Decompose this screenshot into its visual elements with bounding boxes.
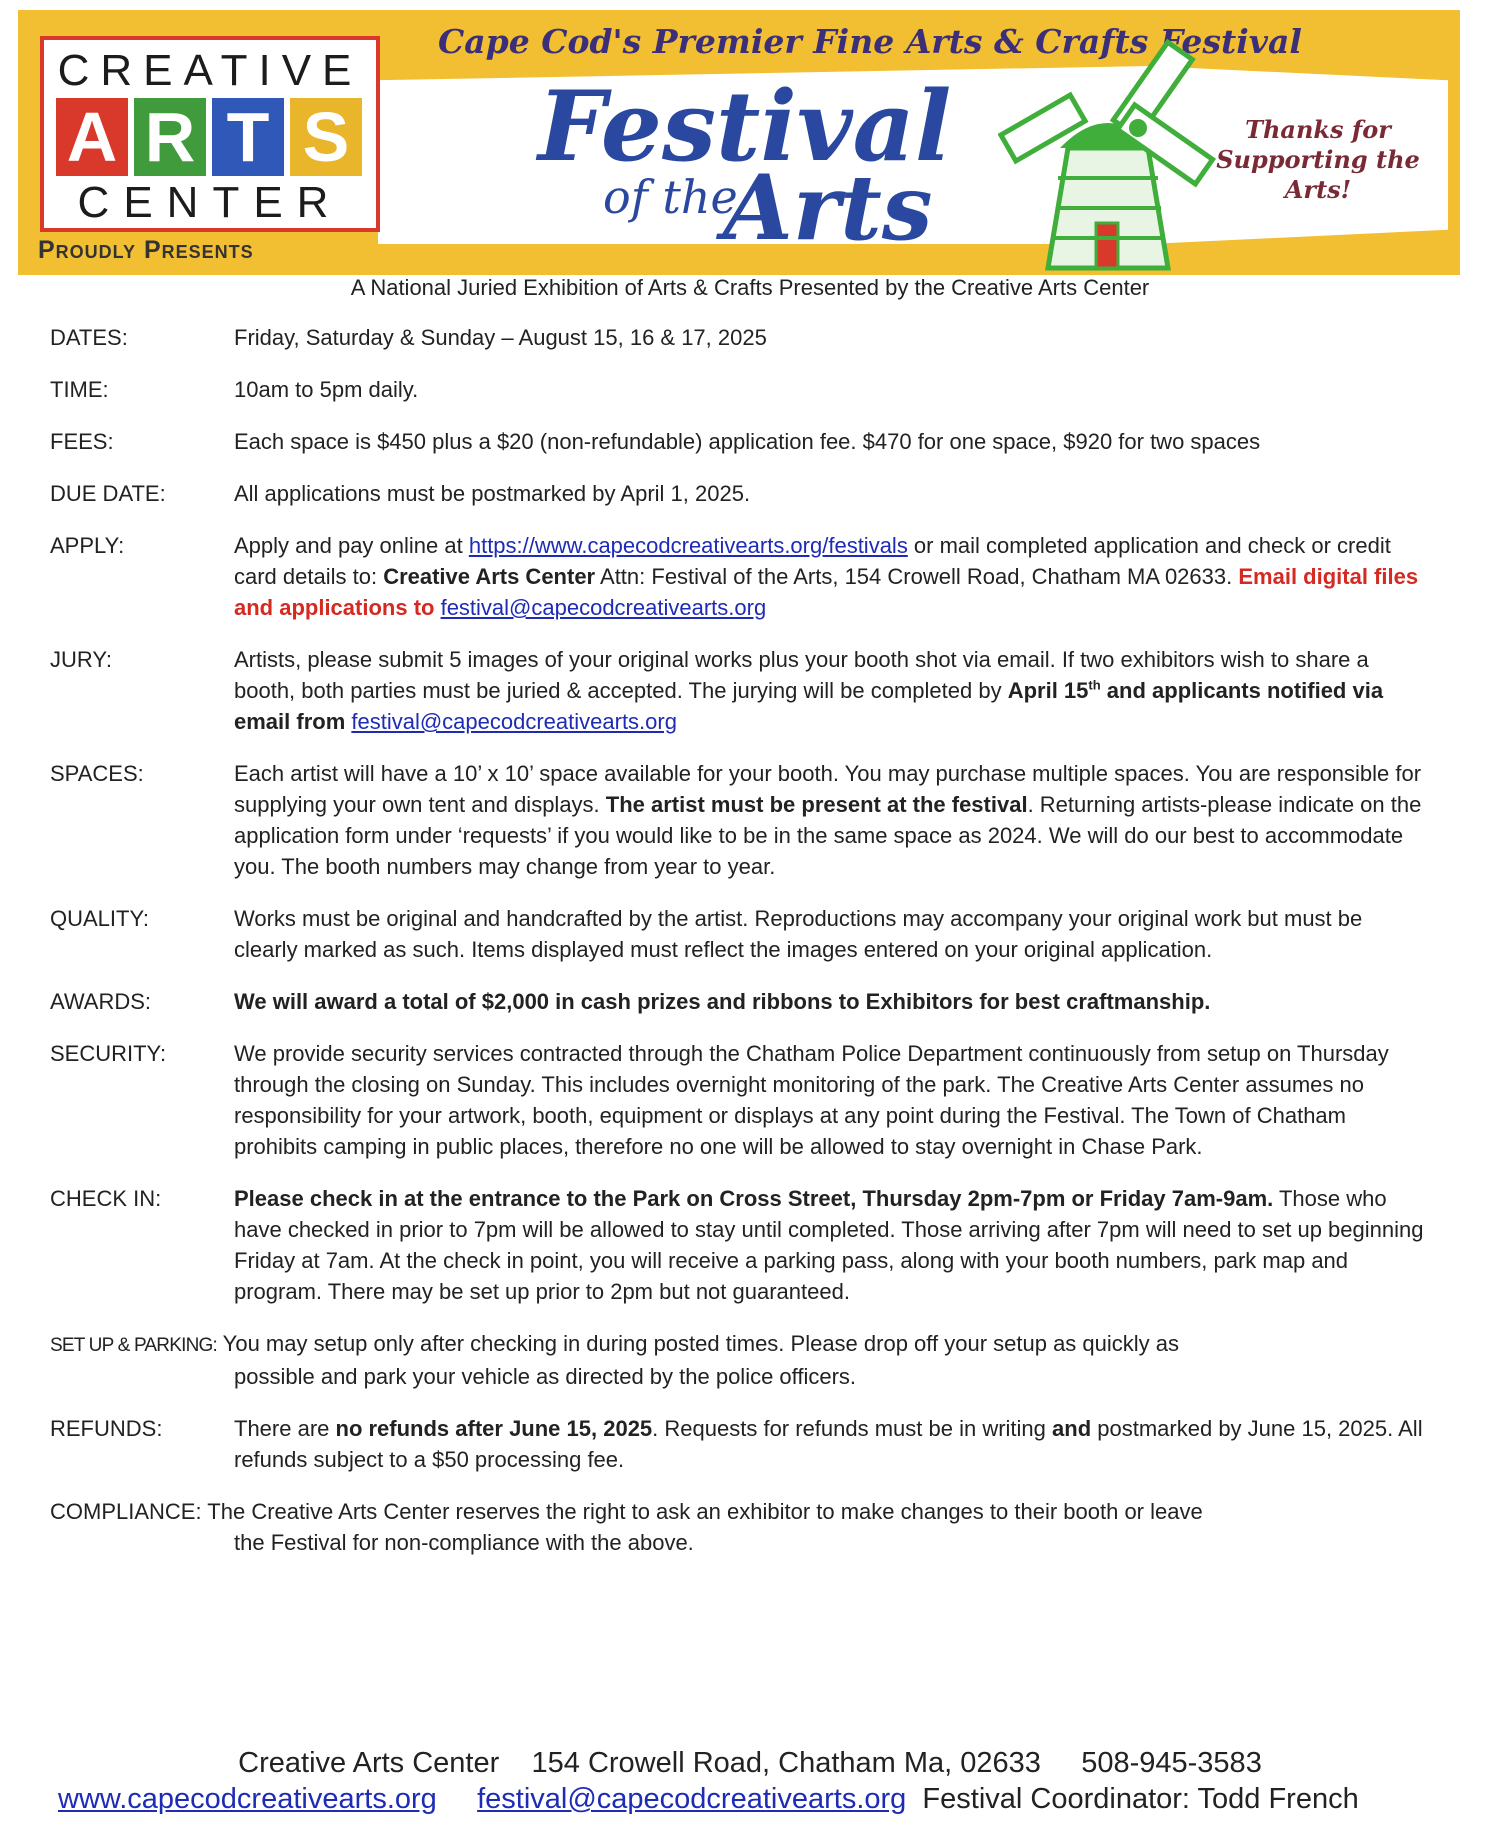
compliance-line-2: the Festival for non-compliance with the above. [234, 1530, 694, 1555]
quality-text: Works must be original and handcrafted by the artist. Reproductions may accompany your original work but must be clearly marked as such. Items displayed must reflect the images entered on your original application. [234, 906, 1363, 962]
footer-phone: 508-945-3583 [1081, 1747, 1262, 1779]
row-refunds [50, 1413, 1430, 1475]
proudly-presents-text: Proudly Presents [38, 236, 254, 264]
jury-text [234, 644, 1430, 737]
logo-center-text: CENTER [77, 178, 343, 227]
row-dates [50, 322, 1430, 353]
setup-parking-line-1: You may setup only after checking in during posted times. Please drop off your setup as quickly as [216, 1331, 1180, 1356]
footer-org-name: Creative Arts Center [238, 1747, 500, 1779]
row-awards [50, 986, 1430, 1017]
fees-label: FEES: [50, 429, 114, 454]
festival-banner [18, 10, 1460, 275]
row-time [50, 374, 1430, 405]
logo-letter-a: A [56, 98, 128, 176]
jury-label: JURY: [50, 647, 112, 672]
setup-parking-line-2: possible and park your vehicle as directed by the police officers. [234, 1364, 857, 1389]
dates-label: DATES: [50, 325, 128, 350]
apply-text-2: or mail completed application and check or credit card details to: [234, 533, 1391, 589]
awards-label: AWARDS: [50, 989, 152, 1014]
jury-date: April 15th [1007, 677, 1101, 703]
jury-email-link[interactable]: festival@capecodcreativearts.org [351, 709, 677, 734]
row-spaces [50, 758, 1430, 882]
festival-details [50, 322, 1430, 1558]
logo-letter-r: R [134, 98, 206, 176]
due-date-label: DUE DATE: [50, 481, 166, 506]
jury-notify-text: and applicants notified via email from [234, 678, 1384, 734]
logo-letter-s: S [290, 98, 362, 176]
row-fees [50, 426, 1430, 457]
row-jury [50, 644, 1430, 737]
row-security [50, 1038, 1430, 1162]
fees-text: Each space is $450 plus a $20 (non-refundable) application fee. $470 for one space, $920 for two spaces [234, 429, 1261, 454]
time-text: 10am to 5pm daily. [234, 377, 419, 402]
logo-arts-letters [56, 98, 362, 176]
compliance-line-1: The Creative Arts Center reserves the right to ask an exhibitor to make changes to their booth or leave [201, 1499, 1203, 1524]
security-text: We provide security services contracted through the Chatham Police Department continuously from setup on Thursday through the closing on Sunday. This includes overnight monitoring of the park. The Creative Arts Center assumes no responsibility for your artwork, booth, equipment or displays at any point during the Festival. The Town of Chatham prohibits camping in public places, therefore no one will be allowed to stay overnight in Chase Park. [234, 1041, 1389, 1159]
banner-tagline: Cape Cod's Premier Fine Arts & Crafts Festival [438, 22, 1302, 61]
footer-coordinator: Festival Coordinator: Todd French [922, 1783, 1359, 1815]
thanks-for-supporting-text [1198, 115, 1438, 205]
refunds-deadline: no refunds after June 15, 2025 [335, 1416, 653, 1441]
footer-address: 154 Crowell Road, Chatham Ma, 02633 [531, 1747, 1041, 1779]
apply-email-link[interactable]: festival@capecodcreativearts.org [440, 595, 767, 620]
festivals-page-link[interactable]: https://www.capecodcreativearts.org/festivals [468, 533, 908, 558]
row-setup-parking [50, 1328, 1430, 1392]
apply-text [234, 530, 1430, 623]
apply-org-name: Creative Arts Center [383, 564, 596, 589]
footer-contact-line [0, 1747, 1500, 1780]
apply-email-notice: Email digital files and applications to [234, 564, 1419, 620]
apply-text-1: Apply and pay online at [234, 533, 469, 558]
spaces-text-1: Each artist will have a 10’ x 10’ space available for your booth. You may purchase multiple spaces. You are responsible for supplying your own tent and displays. [234, 761, 1422, 817]
row-apply [50, 530, 1430, 623]
footer-website-link[interactable]: www.capecodcreativearts.org [58, 1783, 437, 1815]
refunds-text: There are no refunds after June 15, 2025. Requests for refunds must be in writing and postmarked by June 15, 2025. All refunds subject to a $50 processing fee. [234, 1416, 1423, 1472]
check-in-label: CHECK IN: [50, 1186, 162, 1211]
spaces-text [234, 758, 1430, 882]
check-in-times: Please check in at the entrance to the Park on Cross Street, Thursday 2pm-7pm or Friday 7am-9am. [234, 1186, 1274, 1211]
row-check-in [50, 1183, 1430, 1307]
spaces-text-2: . Returning artists-please indicate on the application form under ‘requests’ if you would like to be in the same space as 2024. We will do our best to accommodate you. The booth numbers may change from year to year. [234, 792, 1422, 879]
logo-letter-t: T [212, 98, 284, 176]
festival-title-word: Festival [538, 70, 952, 183]
festival-title-of-the: of the [603, 170, 738, 224]
due-date-text: All applications must be postmarked by April 1, 2025. [234, 481, 751, 506]
festival-title-arts: Arts [723, 155, 933, 261]
creative-arts-center-logo [40, 36, 380, 232]
awards-text: We will award a total of $2,000 in cash prizes and ribbons to Exhibitors for best craftmanship. [234, 989, 1211, 1014]
apply-label: APPLY: [50, 533, 125, 558]
footer-email-link[interactable]: festival@capecodcreativearts.org [477, 1783, 907, 1815]
compliance-label: COMPLIANCE: [50, 1499, 202, 1524]
logo-creative-text: CREATIVE [57, 46, 363, 95]
check-in-text [234, 1183, 1430, 1307]
spaces-label: SPACES: [50, 761, 144, 786]
thanks-line-2: Supporting the Arts! [1216, 145, 1420, 204]
refunds-label: REFUNDS: [50, 1416, 163, 1441]
time-label: TIME: [50, 377, 109, 402]
dates-text: Friday, Saturday & Sunday – August 15, 16 & 17, 2025 [234, 325, 767, 350]
footer-links-line [58, 1783, 1359, 1816]
apply-text-3: Attn: Festival of the Arts, 154 Crowell Road, Chatham MA 02633. [595, 564, 1239, 589]
setup-parking-label: SET UP & PARKING: [50, 1335, 217, 1356]
row-quality [50, 903, 1430, 965]
row-due-date [50, 478, 1430, 509]
check-in-details: Those who have checked in prior to 7pm will be allowed to stay until completed. Those arriving after 7pm will need to set up beginning Friday at 7am. At the check in point, you will receive a parking pass, along with your booth numbers, park map and program. There may be set up prior to 2pm but not guaranteed. [234, 1186, 1424, 1304]
windmill-illustration [998, 28, 1218, 273]
exhibition-subtitle: A National Juried Exhibition of Arts & Crafts Presented by the Creative Arts Center [350, 275, 1150, 300]
row-compliance [50, 1496, 1430, 1558]
thanks-line-1: Thanks for [1245, 115, 1391, 144]
spaces-artist-present: The artist must be present at the festival [605, 792, 1028, 817]
quality-label: QUALITY: [50, 906, 150, 931]
jury-text-1: Artists, please submit 5 images of your original works plus your booth shot via email. If two exhibitors wish to share a booth, both parties must be juried & accepted. The jurying will be completed by [234, 647, 1369, 703]
security-label: SECURITY: [50, 1041, 167, 1066]
